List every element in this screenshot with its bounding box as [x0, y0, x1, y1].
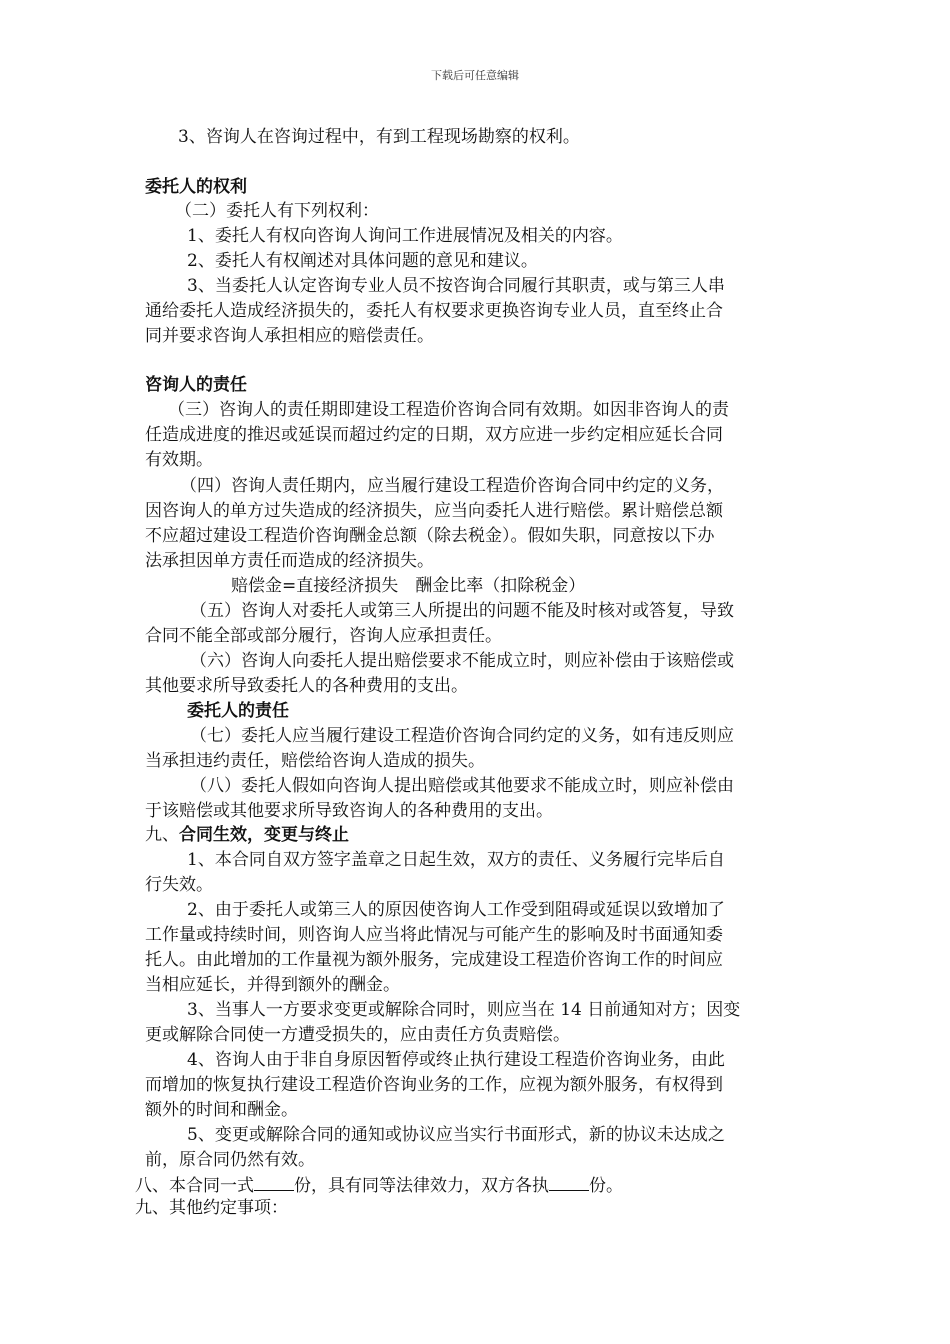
paragraph-line: 1、本合同自双方签字盖章之日起生效，双方的责任、义务履行完毕后自 — [187, 850, 725, 870]
paragraph-line: （六）咨询人向委托人提出赔偿要求不能成立时，则应补偿由于该赔偿或 — [190, 651, 734, 671]
paragraph-line: 九、其他约定事项： — [135, 1198, 288, 1218]
paragraph-line: 2、由于委托人或第三人的原因使咨询人工作受到阻碍或延误以致增加了 — [187, 900, 725, 920]
paragraph-line: 当承担违约责任，赔偿给咨询人造成的损失。 — [145, 751, 485, 771]
section-heading: 委托人的责任 — [187, 701, 289, 721]
paragraph-line: （五）咨询人对委托人或第三人所提出的问题不能及时核对或答复，导致 — [190, 601, 734, 621]
paragraph-line: （八）委托人假如向咨询人提出赔偿或其他要求不能成立时，则应补偿由 — [190, 776, 734, 796]
paragraph-line: 有效期。 — [145, 450, 213, 470]
paragraph-line: 1、委托人有权向咨询人询问工作进展情况及相关的内容。 — [187, 226, 623, 246]
copies-each-blank[interactable] — [549, 1172, 589, 1191]
section-title: 合同生效，变更与终止 — [179, 825, 349, 845]
paragraph-line: 更或解除合同使一方遭受损失的，应由责任方负责赔偿。 — [145, 1025, 570, 1045]
paragraph-line: 5、变更或解除合同的通知或协议应当实行书面形式，新的协议未达成之 — [187, 1125, 725, 1145]
copies-text: 份。 — [589, 1176, 623, 1196]
paragraph-line: 同并要求咨询人承担相应的赔偿责任。 — [145, 326, 434, 346]
paragraph-line: 2、委托人有权阐述对具体问题的意见和建议。 — [187, 251, 538, 271]
paragraph-line: 3、当事人一方要求变更或解除合同时，则应当在 14 日前通知对方；因变 — [187, 1000, 741, 1020]
paragraph-line: 3、当委托人认定咨询专业人员不按咨询合同履行其职责，或与第三人串 — [187, 276, 725, 296]
paragraph-line: 托人。由此增加的工作量视为额外服务，完成建设工程造价咨询工作的时间应 — [145, 950, 723, 970]
paragraph-line: 3、咨询人在咨询过程中，有到工程现场勘察的权利。 — [178, 127, 580, 147]
copies-text: 八、本合同一式 — [135, 1176, 254, 1196]
paragraph-line: 4、咨询人由于非自身原因暂停或终止执行建设工程造价咨询业务，由此 — [187, 1050, 725, 1070]
paragraph-line: 额外的时间和酬金。 — [145, 1100, 298, 1120]
paragraph-line: （七）委托人应当履行建设工程造价咨询合同约定的义务，如有违反则应 — [190, 726, 734, 746]
formula-line: 赔偿金=直接经济损失 酬金比率（扣除税金） — [231, 576, 586, 596]
paragraph-line: 工作量或持续时间，则咨询人应当将此情况与可能产生的影响及时书面通知委 — [145, 925, 723, 945]
copies-clause — [135, 1172, 623, 1198]
paragraph-line: （三）咨询人的责任期即建设工程造价咨询合同有效期。如因非咨询人的责 — [168, 400, 729, 420]
paragraph-line: 前，原合同仍然有效。 — [145, 1150, 315, 1170]
paragraph-line: （四）咨询人责任期内，应当履行建设工程造价咨询合同中约定的义务， — [180, 476, 724, 496]
section-heading — [145, 823, 349, 847]
paragraph-line: 于该赔偿或其他要求所导致咨询人的各种费用的支出。 — [145, 801, 553, 821]
page-header: 下载后可任意编辑 — [431, 69, 519, 82]
paragraph-line: 法承担因单方责任而造成的经济损失。 — [145, 551, 434, 571]
paragraph-line: 其他要求所导致委托人的各种费用的支出。 — [145, 676, 468, 696]
paragraph-line: 因咨询人的单方过失造成的经济损失，应当向委托人进行赔偿。累计赔偿总额 — [145, 501, 723, 521]
paragraph-line: 通给委托人造成经济损失的，委托人有权要求更换咨询专业人员，直至终止合 — [145, 301, 723, 321]
section-number: 九、 — [145, 825, 179, 845]
paragraph-line: 行失效。 — [145, 875, 213, 895]
paragraph-line: 而增加的恢复执行建设工程造价咨询业务的工作，应视为额外服务，有权得到 — [145, 1075, 723, 1095]
paragraph-line: 任造成进度的推迟或延误而超过约定的日期，双方应进一步约定相应延长合同 — [145, 425, 723, 445]
copies-text: 份，具有同等法律效力，双方各执 — [294, 1176, 549, 1196]
paragraph-line: 合同不能全部或部分履行，咨询人应承担责任。 — [145, 626, 502, 646]
paragraph-line: （二）委托人有下列权利： — [175, 201, 379, 221]
paragraph-line: 当相应延长，并得到额外的酬金。 — [145, 975, 400, 995]
copies-blank[interactable] — [254, 1172, 294, 1191]
section-heading: 咨询人的责任 — [145, 375, 247, 395]
paragraph-line: 不应超过建设工程造价咨询酬金总额（除去税金）。假如失职，同意按以下办 — [145, 526, 715, 546]
section-heading: 委托人的权利 — [145, 177, 247, 197]
